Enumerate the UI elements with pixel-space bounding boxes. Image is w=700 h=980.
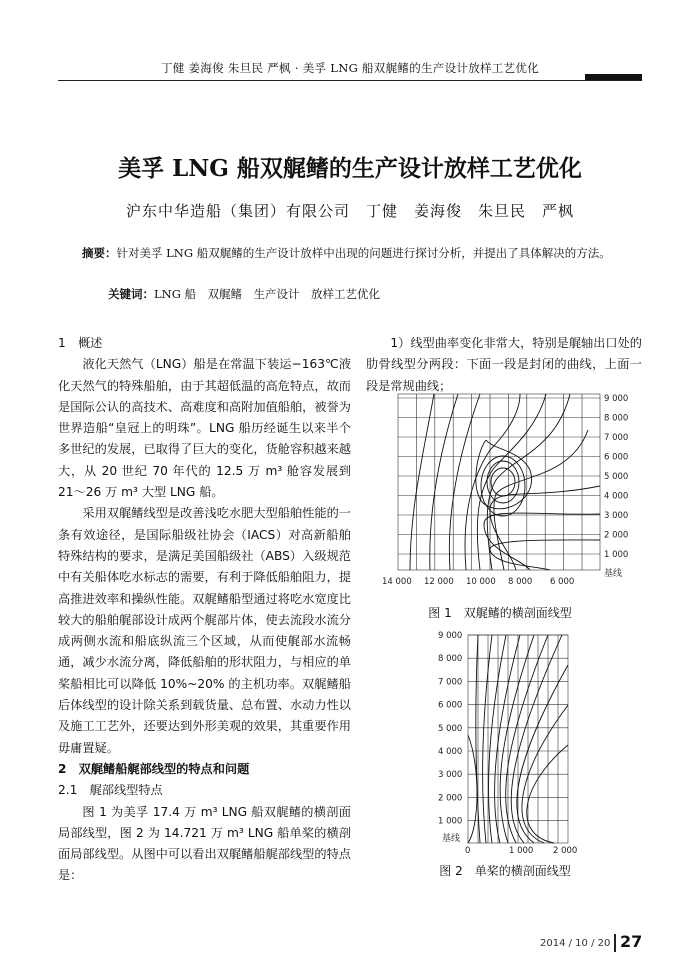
- y-tick-label: 6 000: [604, 452, 629, 463]
- paragraph: 1）线型曲率变化非常大，特别是艉轴出口处的肋骨线型分两段：下面一段是封闭的曲线，上面一段是常规曲线；: [366, 336, 642, 393]
- abstract: [82, 243, 627, 264]
- y-tick-label: 7 000: [604, 433, 629, 443]
- section-2-1-heading: 2.1 艉部线型特点: [58, 783, 163, 798]
- y-tick-label: 8 000: [438, 654, 463, 665]
- x-tick-label: 0: [465, 846, 471, 855]
- keywords: [108, 286, 380, 302]
- y-tick-label: 2 000: [438, 793, 463, 804]
- y-tick-label: 4 000: [604, 491, 629, 502]
- y-tick-label: 5 000: [604, 472, 629, 482]
- footer-date: 2014 / 10 / 20: [540, 938, 611, 949]
- paragraph: 液化天然气（LNG）船是在常温下装运−163℃液化天然气的特殊船舶，由于其超低温的高危特点，故而是国际公认的高技术、高难度和高附加值船舶，被誉为世界造船“皇冠上的明珠”。LNG 船历经诞生以来半个多世纪的发展，已取得了巨大的变化，货舱容积越来越大，从 20 世纪 70 年代的 12.5 万 m³ 舱容发展到 21～26 万 m³ 大型 LNG 船。: [58, 357, 351, 500]
- keywords-text: LNG 船 双艉鳍 生产设计 放样工艺优化: [154, 287, 381, 301]
- y-tick-label: 7 000: [438, 677, 463, 688]
- figure-2-single-screw-sections: [420, 625, 580, 855]
- baseline-label: 基线: [442, 834, 461, 844]
- figure-1-caption: 图 1 双艉鳍的横剖面线型: [428, 606, 572, 620]
- y-tick-label: 2 000: [604, 530, 629, 541]
- y-tick-label: 3 000: [604, 511, 629, 521]
- y-tick-label: 1 000: [604, 550, 629, 560]
- paper-title: 美孚 LNG 船双艉鳍的生产设计放样工艺优化: [118, 155, 582, 182]
- section-1-heading: 1 概述: [58, 336, 103, 350]
- y-tick-label: 4 000: [438, 747, 463, 757]
- baseline-label: 基线: [604, 569, 623, 579]
- paragraph: 图 1 为美孚 17.4 万 m³ LNG 船双艉鳍的横剖面局部线型，图 2 为 14.721 万 m³ LNG 船单桨的横剖面局部线型。从图中可以看出双艉鳍船艉部线型的特点是：: [58, 804, 351, 883]
- x-tick-label: 8 000: [508, 577, 533, 587]
- y-tick-label: 3 000: [438, 770, 463, 781]
- header-tab: [585, 74, 642, 80]
- section-2-heading: 2 双艉鳍船艉部线型的特点和问题: [58, 761, 250, 776]
- running-head: 丁健 姜海俊 朱旦民 严枫 · 美孚 LNG 船双艉鳍的生产设计放样工艺优化: [160, 61, 540, 75]
- page-number: 27: [620, 932, 643, 951]
- footer-divider: [614, 934, 616, 952]
- y-tick-label: 9 000: [604, 394, 629, 404]
- figure-2-caption: 图 2 单桨的横剖面线型: [439, 864, 571, 878]
- x-tick-label: 12 000: [424, 577, 454, 587]
- y-tick-label: 6 000: [438, 700, 463, 711]
- abstract-text: 针对美孚 LNG 船双艉鳍的生产设计放样中出现的问题进行探讨分析，并提出了具体解决的方法。: [116, 246, 611, 260]
- y-tick-label: 1 000: [438, 816, 463, 827]
- authors-line: 沪东中华造船（集团）有限公司 丁健 姜海俊 朱旦民 严枫: [125, 202, 574, 220]
- left-column: [58, 333, 351, 887]
- x-tick-label: 6 000: [550, 577, 575, 587]
- x-tick-label: 1 000: [509, 846, 534, 855]
- header-rule: [58, 80, 642, 81]
- right-column: [366, 333, 642, 397]
- x-tick-label: 10 000: [466, 577, 496, 587]
- paragraph: 采用双艉鳍线型是改善浅吃水肥大型船舶性能的一条有效途径，是国际船级社协会（IACS）对高新船舶特殊结构的要求，是满足美国船级社（ABS）入级规范中有关船体吃水标志的需要，有利于降低船舶阻力，提高推进效率和操纵性能。双艉鳍船型通过将吃水宽度比较大的船舶艉部设计成两个艉部片体，使去流段水流分成两侧水流和船底纵流三个区域，从而使艉部水流畅通，减少水流分离，降低船舶的形状阻力，与相应的单桨船相比可以降低 10%~20% 的主机功率。双艉鳍船后体线型的设计除关系到载货量、总布置、水动力性以及施工工艺外，还要达到外形美观的效果，其重要作用毋庸置疑。: [58, 506, 351, 755]
- x-tick-label: 14 000: [382, 577, 412, 587]
- figure-1-twin-skeg-sections: [370, 390, 660, 590]
- y-tick-label: 9 000: [438, 631, 463, 641]
- y-tick-label: 5 000: [438, 723, 463, 734]
- x-tick-label: 2 000: [553, 846, 578, 855]
- keywords-label: 关键词：: [108, 287, 154, 301]
- y-tick-label: 8 000: [604, 413, 629, 424]
- abstract-label: 摘要：: [82, 246, 117, 260]
